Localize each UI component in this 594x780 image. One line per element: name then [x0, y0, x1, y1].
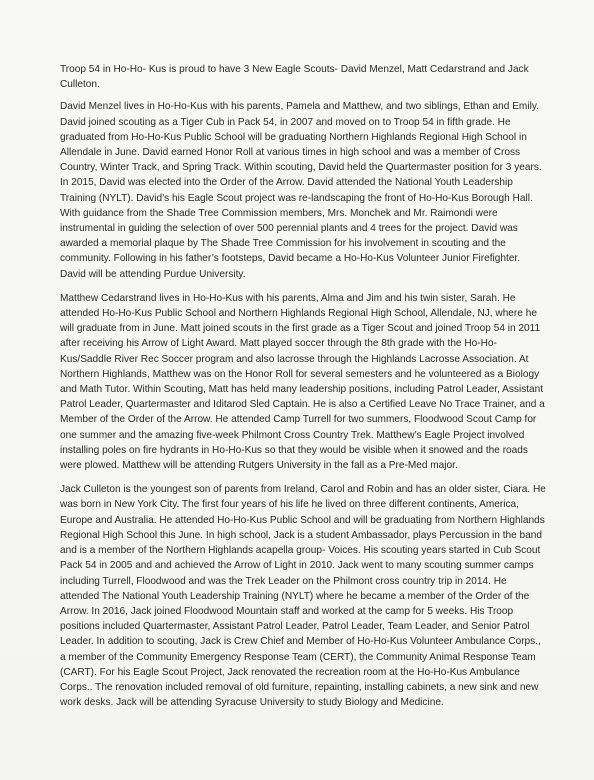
jack-culleton-paragraph: Jack Culleton is the youngest son of parents from Ireland, Carol and Robin and has an older sister, Ciara. He was born in New York City. The first four years of his life he lived on three different continents, America, Europe and Australia. He attended Ho-Ho-Kus Public School and will be graduating from Northern Highlands Regional High School this June. In high school, Jack is a student Ambassador, plays Percussion in the band and is a member of the Northern Highlands acapella group- Voices. His scouting years started in Cub Scout Pack 54 in 2005 and and achieved the Arrow of Light in 2010. Jack went to many scouting summer camps including Turrell, Floodwood and was the Trek Leader on the Philmont cross country trip in 2014. He attended The National Youth Leadership Training (NYLT) where he became a member of the Order of the Arrow. In 2016, Jack joined Floodwood Mountain staff and worked at the camp for 5 weeks. His Troop positions included Quartermaster, Assistant Patrol Leader, Patrol Leader, Team Leader, and Senior Patrol Leader. In addition to scouting, Jack is Crew Chief and Member of Ho-Ho-Kus Volunteer Ambulance Corps., a member of the Community Emergency Response Team (CERT), the Community Animal Response Team (CART). For his Eagle Scout Project, Jack renovated the recreation room at the Ho-Ho-Kus Ambulance Corps.. The renovation included removal of old furniture, repainting, installing cabinets, a new sink and new work desks. Jack will be attending Syracuse University to study Biology and Medicine. — [60, 484, 546, 709]
intro-paragraph: Troop 54 in Ho-Ho- Kus is proud to have 3 New Eagle Scouts- David Menzel, Matt Cedarstrand and Jack Culleton. — [60, 64, 529, 91]
david-menzel-paragraph: David Menzel lives in Ho-Ho-Kus with his parents, Pamela and Matthew, and two siblings, Ethan and Emily. David joined scouting as a Tiger Cub in Pack 54, in 2007 and moved on to Troop 54 in fifth grade. He graduated from Ho-Ho-Kus Public School will be graduating Northern Highlands Regional High School in Allendale in June. David earned Honor Roll at various times in high school and was a member of Cross Country, Winter Track, and Spring Track. Within scouting, David held the Quartermaster position for 3 years. In 2015, David was elected into the Order of the Arrow. David attended the National Youth Leadership Training (NYLT). David’s his Eagle Scout project was re-landscaping the front of Ho-Ho-Kus Borough Hall. With guidance from the Shade Tree Commission members, Mrs. Monchek and Mr. Raimondi were instrumental in guiding the selection of over 500 perennial plants and 4 trees for the project. David was awarded a memorial plaque by The Shade Tree Commission for his involvement in scouting and the community. Following in his father’s footsteps, David became a Ho-Ho-Kus Volunteer Junior Firefighter. David will be attending Purdue University. — [60, 101, 542, 280]
document-body — [60, 62, 546, 719]
matthew-cedarstrand-paragraph: Matthew Cedarstrand lives in Ho-Ho-Kus with his parents, Alma and Jim and his twin sister, Sarah. He attended Ho-Ho-Kus Public School and Northern Highlands Regional High School, Allendale, NJ, where he will graduate from in June. Matt joined scouts in the first grade as a Tiger Scout and joined Troop 54 in 2011 after receiving his Arrow of Light Award. Matt played soccer through the 8th grade with the Ho-Ho-Kus/Saddle River Rec Soccer program and also lacrosse through the Highlands Lacrosse Association. At Northern Highlands, Matthew was on the Honor Roll for several semesters and he volunteered as a Biology and Math Tutor. Within Scouting, Matt has held many leadership positions, including Patrol Leader, Assistant Patrol Leader, Quartermaster and Iditarod Sled Captain. He is also a Certified Leave No Trace Trainer, and a Member of the Order of the Arrow. He attended Camp Turrell for two summers, Floodwood Scout Camp for one summer and the amazing five-week Philmont Cross Country Trek. Matthew’s Eagle Project involved installing poles on fire hydrants in Ho-Ho-Kus so that they would be visible when it snowed and the roads were plowed. Matthew will be attending Rutgers University in the fall as a Pre-Med major. — [60, 292, 545, 472]
